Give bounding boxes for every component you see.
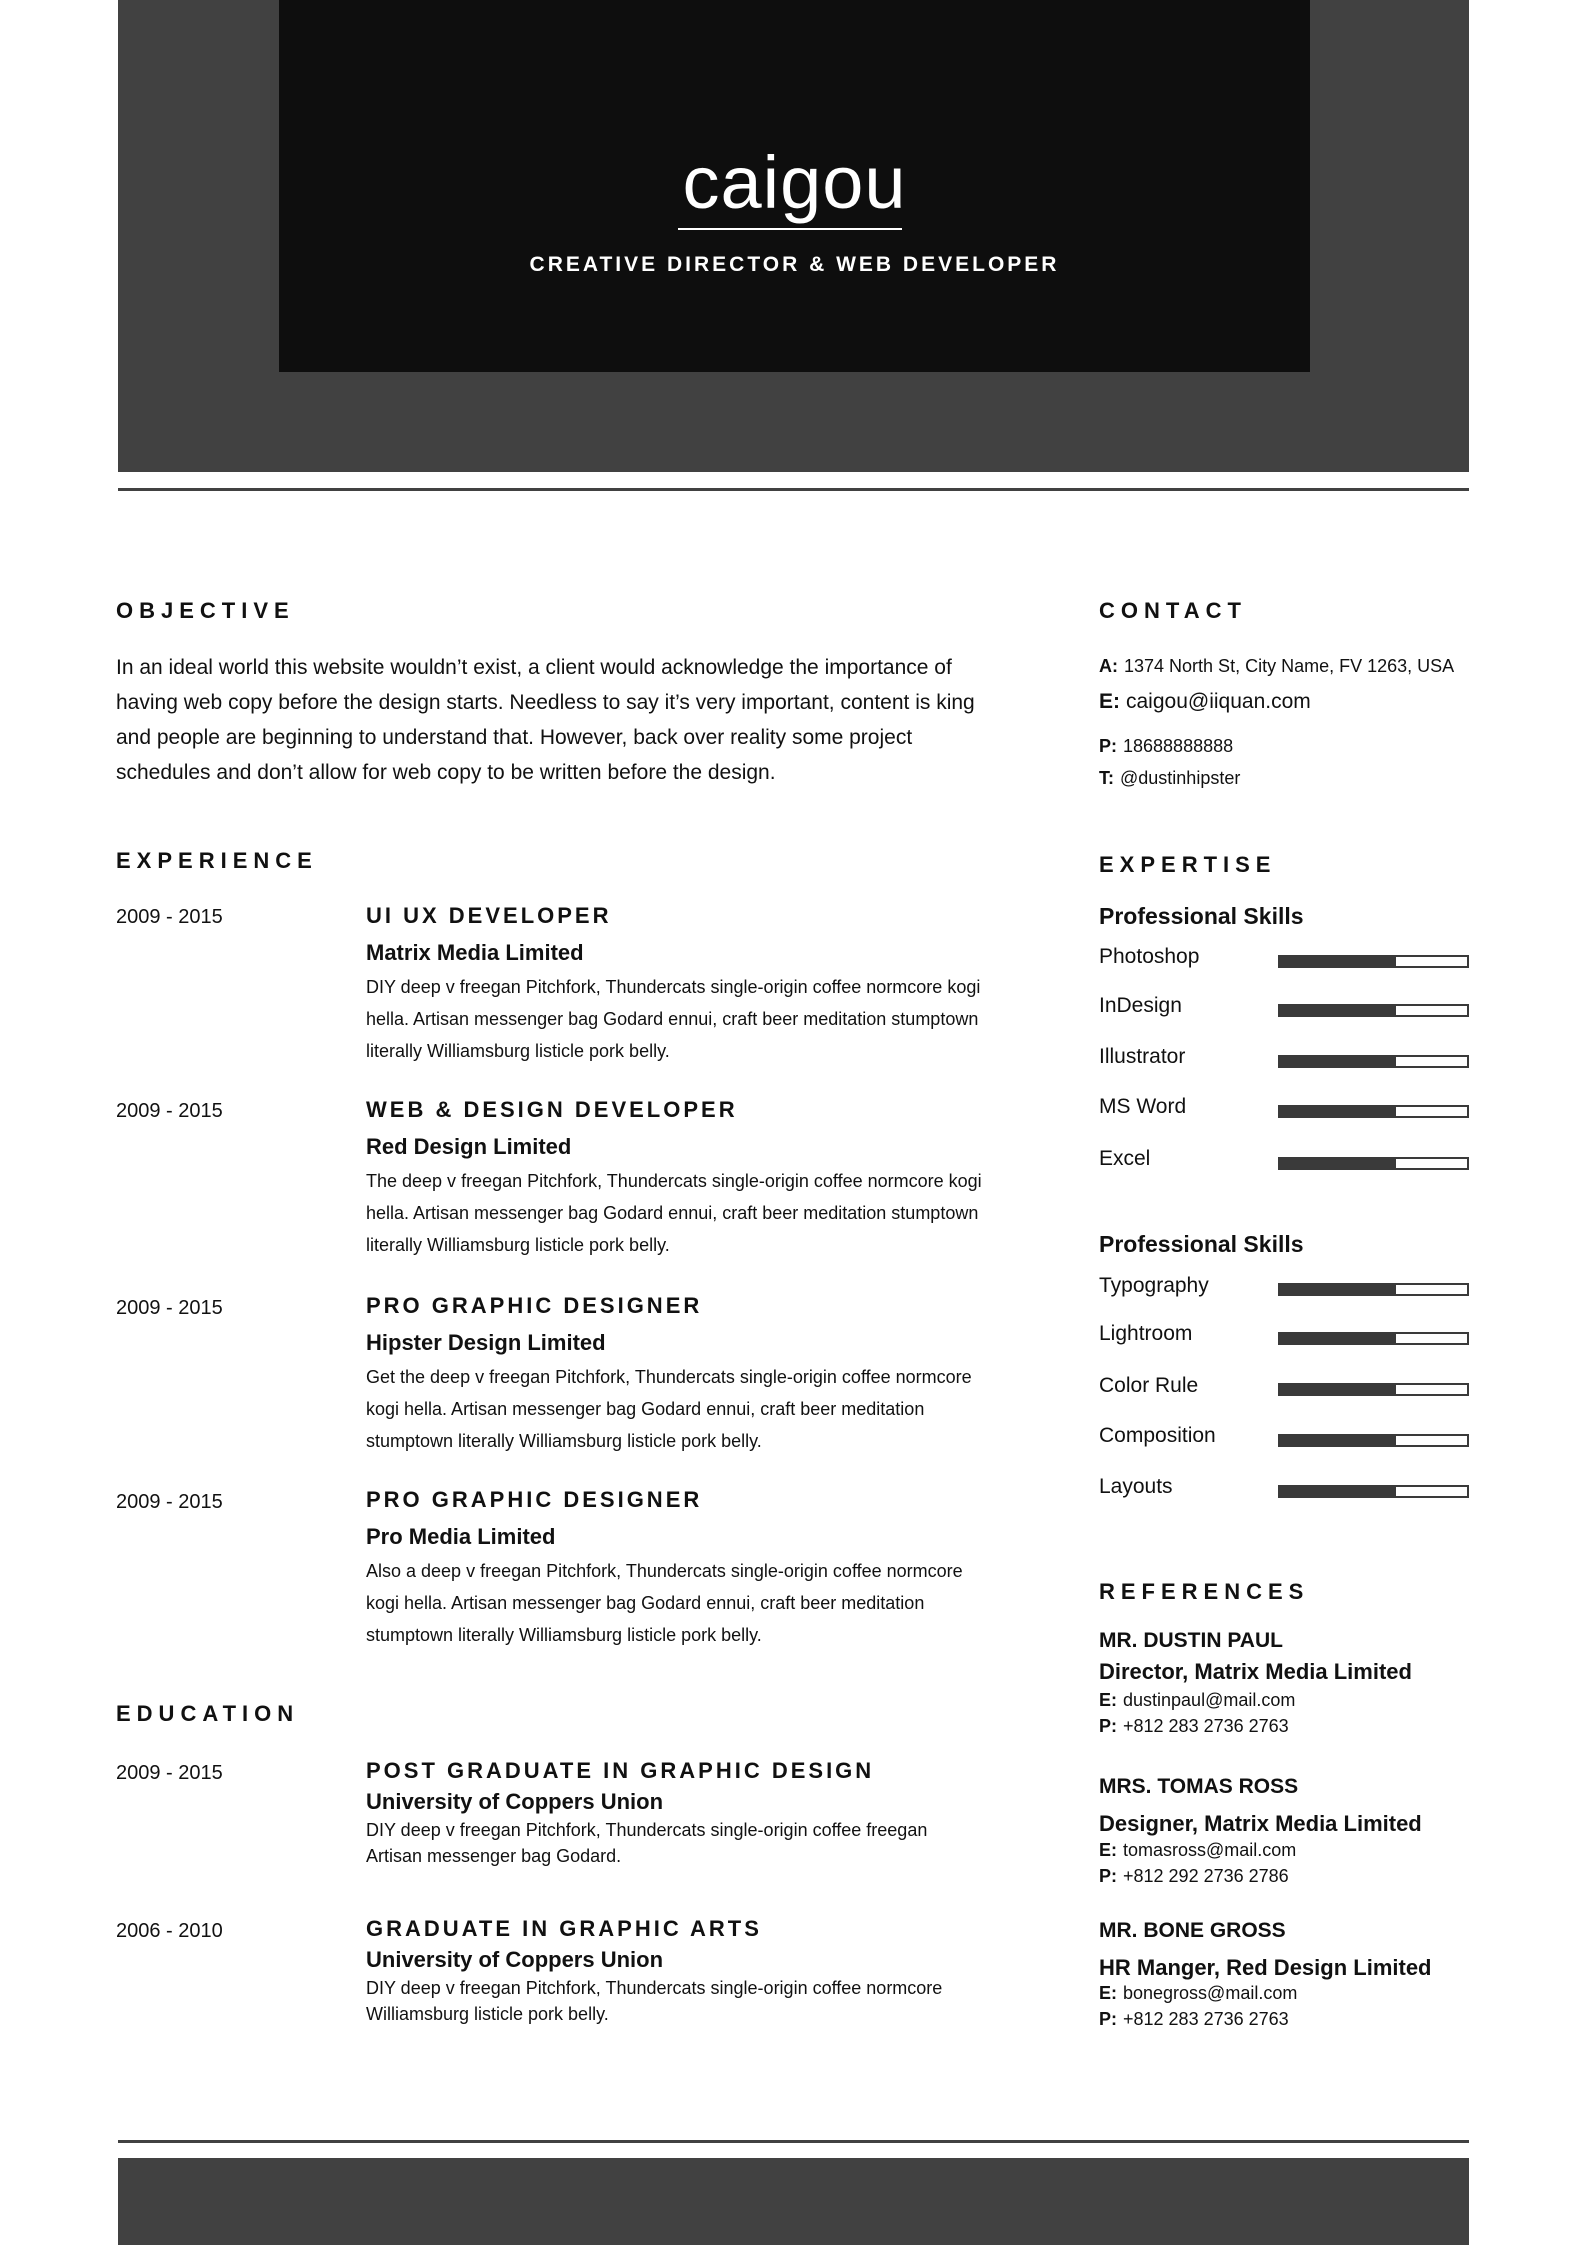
experience-desc-line: DIY deep v freegan Pitchfork, Thundercats single-origin coffee normcore kogi: [366, 977, 981, 997]
contact-email-label: E:: [1099, 690, 1120, 713]
bottom-divider: [118, 2140, 1469, 2143]
skill-bar-fill: [1280, 1334, 1396, 1343]
contact-address-label: A:: [1099, 656, 1118, 676]
expertise-title: EXPERTISE: [1099, 852, 1277, 877]
skill-bar: [1278, 955, 1469, 968]
education-title: EDUCATION: [116, 1701, 300, 1726]
reference-title: Designer, Matrix Media Limited: [1099, 1811, 1422, 1836]
skill-bar-fill: [1280, 1487, 1396, 1496]
reference-phone-value: +812 283 2736 2763: [1123, 2009, 1289, 2029]
reference-email-value[interactable]: bonegross@mail.com: [1123, 1983, 1298, 2003]
skill-bar: [1278, 1157, 1469, 1170]
education-school: University of Coppers Union: [366, 1789, 664, 1814]
reference-phone: [1099, 2007, 1289, 2031]
experience-role: PRO GRAPHIC DESIGNER: [366, 1293, 703, 1318]
education-desc-line: Williamsburg listicle pork belly.: [366, 2004, 609, 2024]
reference-title: HR Manger, Red Design Limited: [1099, 1955, 1432, 1980]
experience-desc-line: Get the deep v freegan Pitchfork, Thundercats single-origin coffee normcore: [366, 1367, 972, 1387]
skills-group-heading: Professional Skills: [1099, 903, 1304, 929]
experience-role: PRO GRAPHIC DESIGNER: [366, 1487, 703, 1512]
education-school: University of Coppers Union: [366, 1947, 664, 1972]
skill-bar: [1278, 1055, 1469, 1068]
objective-line: schedules and don’t allow for web copy to be written before the design.: [116, 761, 776, 784]
skill-label: Color Rule: [1099, 1374, 1199, 1397]
reference-phone-value: +812 283 2736 2763: [1123, 1716, 1289, 1736]
contact-address-value: 1374 North St, City Name, FV 1263, USA: [1124, 656, 1455, 676]
reference-title: Director, Matrix Media Limited: [1099, 1659, 1412, 1684]
skill-label: Photoshop: [1099, 945, 1200, 968]
skill-bar-fill: [1280, 957, 1396, 966]
reference-email-label: E:: [1099, 1690, 1117, 1710]
candidate-name: caigou: [682, 141, 907, 224]
skill-label: Layouts: [1099, 1475, 1173, 1498]
education-desc-line: DIY deep v freegan Pitchfork, Thundercats single-origin coffee normcore: [366, 1978, 943, 1998]
experience-desc-line: kogi hella. Artisan messenger bag Godard ennui, craft beer meditation: [366, 1399, 925, 1419]
experience-role: UI UX DEVELOPER: [366, 903, 612, 928]
experience-role: WEB & DESIGN DEVELOPER: [366, 1097, 738, 1122]
skill-bar: [1278, 1383, 1469, 1396]
experience-years: 2009 - 2015: [116, 906, 223, 928]
education-degree: GRADUATE IN GRAPHIC ARTS: [366, 1916, 762, 1941]
reference-name: MR. BONE GROSS: [1099, 1919, 1286, 1942]
experience-desc-line: literally Williamsburg listicle pork belly.: [366, 1235, 670, 1255]
skill-bar-fill: [1280, 1285, 1396, 1294]
skill-bar-fill: [1280, 1057, 1396, 1066]
contact-phone-label: P:: [1099, 736, 1117, 756]
skill-label: InDesign: [1099, 994, 1182, 1017]
top-divider: [118, 488, 1469, 491]
experience-years: 2009 - 2015: [116, 1100, 223, 1122]
education-years: 2009 - 2015: [116, 1762, 223, 1784]
skill-label: Excel: [1099, 1147, 1151, 1170]
education-degree: POST GRADUATE IN GRAPHIC DESIGN: [366, 1758, 875, 1783]
objective-line: In an ideal world this website wouldn’t exist, a client would acknowledge the importance of: [116, 656, 952, 679]
reference-phone-label: P:: [1099, 2009, 1117, 2029]
contact-email-value[interactable]: caigou@iiquan.com: [1126, 690, 1311, 713]
skill-label: Lightroom: [1099, 1322, 1193, 1345]
contact-title: CONTACT: [1099, 598, 1247, 623]
name-underline: [678, 228, 902, 230]
objective-title: OBJECTIVE: [116, 598, 295, 623]
references-title: REFERENCES: [1099, 1579, 1310, 1604]
reference-email-value[interactable]: tomasross@mail.com: [1123, 1840, 1297, 1860]
reference-phone-label: P:: [1099, 1866, 1117, 1886]
experience-company: Red Design Limited: [366, 1134, 572, 1159]
skill-bar-fill: [1280, 1159, 1396, 1168]
experience-company: Pro Media Limited: [366, 1524, 556, 1549]
skill-bar: [1278, 1332, 1469, 1345]
experience-desc-line: stumptown literally Williamsburg listicle pork belly.: [366, 1625, 762, 1645]
reference-phone-value: +812 292 2736 2786: [1123, 1866, 1289, 1886]
reference-name: MR. DUSTIN PAUL: [1099, 1629, 1283, 1652]
reference-phone: [1099, 1714, 1289, 1738]
contact-email: [1099, 690, 1311, 714]
candidate-headline: CREATIVE DIRECTOR & WEB DEVELOPER: [529, 253, 1060, 276]
experience-desc-line: stumptown literally Williamsburg listicle pork belly.: [366, 1431, 762, 1451]
skill-label: Illustrator: [1099, 1045, 1186, 1068]
contact-twitter: [1099, 766, 1240, 790]
experience-years: 2009 - 2015: [116, 1297, 223, 1319]
reference-email-value[interactable]: dustinpaul@mail.com: [1123, 1690, 1296, 1710]
skill-label: Typography: [1099, 1274, 1209, 1297]
reference-email-label: E:: [1099, 1983, 1117, 2003]
skills-group-heading: Professional Skills: [1099, 1231, 1304, 1257]
objective-line: having web copy before the design starts. Needless to say it’s very important, content is king: [116, 691, 975, 714]
reference-email: [1099, 1981, 1297, 2005]
experience-desc-line: Also a deep v freegan Pitchfork, Thundercats single-origin coffee normcore: [366, 1561, 963, 1581]
experience-desc-line: hella. Artisan messenger bag Godard ennui, craft beer meditation stumptown: [366, 1203, 979, 1223]
experience-desc-line: kogi hella. Artisan messenger bag Godard ennui, craft beer meditation: [366, 1593, 925, 1613]
skill-bar-fill: [1280, 1385, 1396, 1394]
contact-phone-value: 18688888888: [1123, 736, 1234, 756]
skill-bar: [1278, 1485, 1469, 1498]
education-desc-line: DIY deep v freegan Pitchfork, Thundercats single-origin coffee freegan: [366, 1820, 928, 1840]
reference-phone-label: P:: [1099, 1716, 1117, 1736]
experience-years: 2009 - 2015: [116, 1491, 223, 1513]
experience-title: EXPERIENCE: [116, 848, 318, 873]
education-years: 2006 - 2010: [116, 1920, 223, 1942]
skill-bar-fill: [1280, 1006, 1396, 1015]
education-desc-line: Artisan messenger bag Godard.: [366, 1846, 622, 1866]
reference-phone: [1099, 1864, 1289, 1888]
skill-bar: [1278, 1105, 1469, 1118]
experience-company: Hipster Design Limited: [366, 1330, 606, 1355]
objective-line: and people are beginning to understand that. However, back over reality some project: [116, 726, 913, 749]
skill-label: MS Word: [1099, 1095, 1187, 1118]
experience-company: Matrix Media Limited: [366, 940, 584, 965]
experience-desc-line: The deep v freegan Pitchfork, Thundercats single-origin coffee normcore kogi: [366, 1171, 982, 1191]
skill-bar: [1278, 1434, 1469, 1447]
skill-bar-fill: [1280, 1436, 1396, 1445]
reference-email-label: E:: [1099, 1840, 1117, 1860]
skill-label: Composition: [1099, 1424, 1216, 1447]
reference-email: [1099, 1838, 1296, 1862]
experience-desc-line: hella. Artisan messenger bag Godard ennui, craft beer meditation stumptown: [366, 1009, 979, 1029]
contact-address: [1099, 654, 1454, 678]
skill-bar: [1278, 1004, 1469, 1017]
contact-phone: [1099, 734, 1233, 758]
contact-twitter-label: T:: [1099, 768, 1114, 788]
contact-twitter-value[interactable]: @dustinhipster: [1120, 768, 1241, 788]
skill-bar-fill: [1280, 1107, 1396, 1116]
reference-email: [1099, 1688, 1295, 1712]
experience-desc-line: literally Williamsburg listicle pork belly.: [366, 1041, 670, 1061]
footer-band: [118, 2158, 1469, 2245]
reference-name: MRS. TOMAS ROSS: [1099, 1775, 1299, 1798]
skill-bar: [1278, 1283, 1469, 1296]
